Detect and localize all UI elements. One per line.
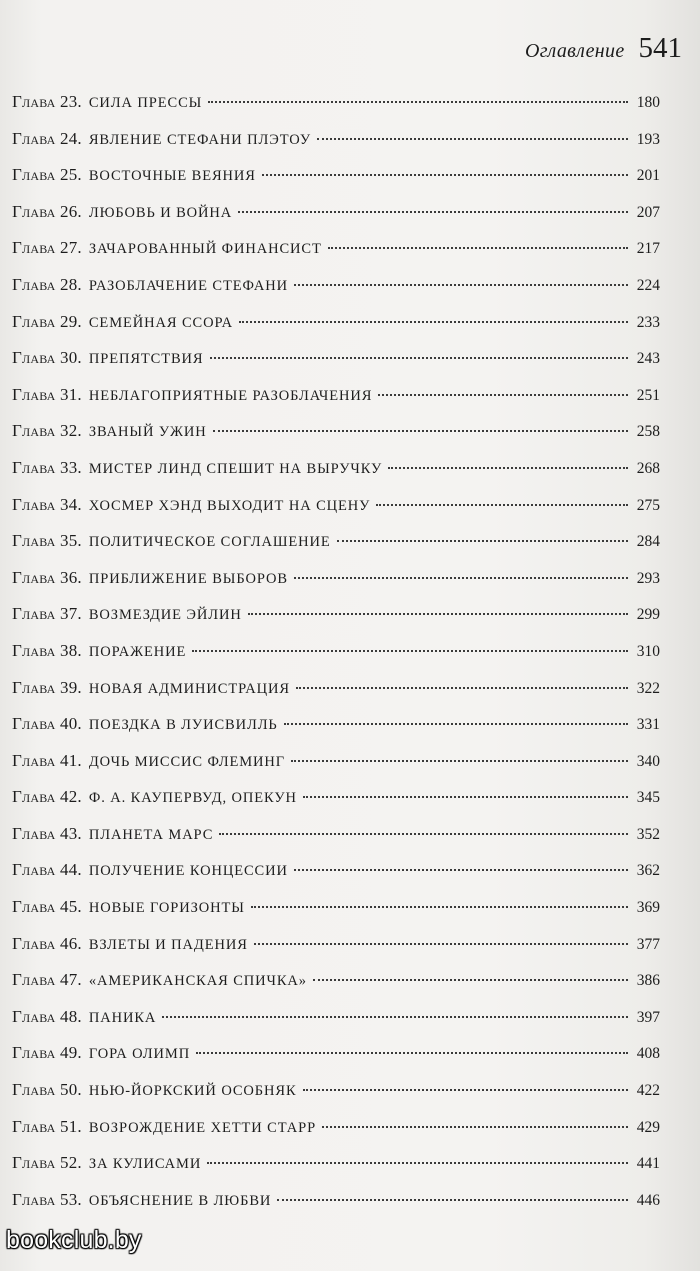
chapter-page-number: 275 — [636, 496, 660, 514]
dot-leader — [313, 978, 628, 981]
chapter-number: Глава 48. — [12, 1006, 82, 1026]
dot-leader — [337, 539, 628, 542]
toc-entry — [12, 1109, 660, 1146]
chapter-title: ВОСТОЧНЫЕ ВЕЯНИЯ — [88, 168, 256, 185]
chapter-number: Глава 36. — [12, 567, 82, 587]
dot-leader — [196, 1051, 628, 1054]
chapter-number: Глава 53. — [12, 1189, 82, 1209]
chapter-page-number: 397 — [636, 1008, 660, 1026]
chapter-number: Глава 26. — [12, 201, 82, 221]
dot-leader — [207, 1161, 628, 1164]
chapter-title: ЗВАНЫЙ УЖИН — [88, 424, 207, 441]
chapter-number: Глава 30. — [12, 348, 82, 368]
page-number: 541 — [638, 32, 682, 64]
chapter-number: Глава 28. — [12, 274, 82, 294]
dot-leader — [322, 1125, 628, 1128]
dot-leader — [262, 173, 628, 176]
chapter-page-number: 345 — [636, 789, 660, 807]
toc-entry — [12, 377, 660, 414]
toc-entry — [12, 1145, 660, 1182]
toc-entry — [12, 340, 660, 377]
chapter-number: Глава 25. — [12, 165, 82, 185]
dot-leader — [291, 759, 628, 762]
chapter-number: Глава 45. — [12, 897, 82, 917]
chapter-title: МИСТЕР ЛИНД СПЕШИТ НА ВЫРУЧКУ — [88, 460, 383, 477]
chapter-number: Глава 38. — [12, 640, 82, 660]
toc-entry — [12, 1035, 660, 1072]
dot-leader — [277, 1198, 628, 1201]
toc-entry — [12, 84, 660, 121]
toc-entry — [12, 157, 660, 194]
chapter-number: Глава 47. — [12, 970, 82, 990]
toc-entry — [12, 743, 660, 780]
chapter-page-number: 362 — [636, 862, 660, 880]
toc-entry — [12, 450, 660, 487]
chapter-title: ПРИБЛИЖЕНИЕ ВЫБОРОВ — [88, 570, 288, 587]
chapter-title: СЕМЕЙНАЯ ССОРА — [88, 314, 233, 331]
toc-entry — [12, 413, 660, 450]
chapter-page-number: 408 — [636, 1045, 660, 1063]
chapter-number: Глава 46. — [12, 933, 82, 953]
chapter-title: ЗАЧАРОВАННЫЙ ФИНАНСИСТ — [88, 241, 322, 258]
chapter-title: РАЗОБЛАЧЕНИЕ СТЕФАНИ — [88, 277, 289, 294]
chapter-page-number: 268 — [636, 459, 660, 477]
chapter-page-number: 369 — [636, 899, 660, 917]
chapter-page-number: 340 — [636, 752, 660, 770]
chapter-title: ПЛАНЕТА МАРС — [88, 826, 214, 843]
toc-entry — [12, 852, 660, 889]
chapter-number: Глава 35. — [12, 531, 82, 551]
chapter-page-number: 293 — [636, 569, 660, 587]
section-title: Оглавление — [524, 40, 625, 62]
chapter-title: ПОРАЖЕНИЕ — [88, 643, 187, 660]
chapter-number: Глава 33. — [12, 457, 82, 477]
chapter-title: НОВЫЕ ГОРИЗОНТЫ — [88, 900, 245, 917]
chapter-number: Глава 51. — [12, 1116, 82, 1136]
toc-entry — [12, 816, 660, 853]
dot-leader — [239, 320, 628, 323]
chapter-title: СИЛА ПРЕССЫ — [88, 95, 203, 111]
toc-entry — [12, 121, 660, 158]
dot-leader — [303, 1088, 628, 1091]
chapter-number: Глава 43. — [12, 823, 82, 843]
dot-leader — [303, 795, 628, 798]
chapter-page-number: 284 — [636, 533, 660, 551]
chapter-page-number: 251 — [636, 386, 660, 404]
chapter-number: Глава 27. — [12, 238, 82, 258]
chapter-title: НОВАЯ АДМИНИСТРАЦИЯ — [88, 680, 290, 697]
toc-entry — [12, 194, 660, 231]
chapter-title: ЛЮБОВЬ И ВОЙНА — [88, 204, 233, 221]
chapter-title: «АМЕРИКАНСКАЯ СПИЧКА» — [88, 973, 307, 990]
chapter-page-number: 193 — [636, 130, 660, 148]
toc-entry — [12, 487, 660, 524]
toc-entry — [12, 670, 660, 707]
chapter-title: ВОЗРОЖДЕНИЕ ХЕТТИ СТАРР — [88, 1119, 317, 1136]
table-of-contents — [12, 84, 660, 1218]
chapter-page-number: 386 — [636, 972, 660, 990]
toc-entry — [12, 1182, 660, 1219]
chapter-number: Глава 52. — [12, 1153, 82, 1173]
chapter-page-number: 377 — [636, 935, 660, 953]
chapter-number: Глава 39. — [12, 677, 82, 697]
chapter-page-number: 422 — [636, 1082, 660, 1100]
dot-leader — [251, 905, 628, 908]
toc-entry — [12, 523, 660, 560]
chapter-number: Глава 40. — [12, 714, 82, 734]
dot-leader — [254, 942, 628, 945]
dot-leader — [294, 868, 628, 871]
dot-leader — [208, 100, 628, 103]
dot-leader — [162, 1015, 628, 1018]
chapter-page-number: 258 — [636, 423, 660, 441]
chapter-title: ОБЪЯСНЕНИЕ В ЛЮБВИ — [88, 1192, 272, 1209]
dot-leader — [328, 246, 628, 249]
dot-leader — [210, 356, 629, 359]
chapter-title: ВЗЛЕТЫ И ПАДЕНИЯ — [88, 936, 248, 953]
chapter-page-number: 331 — [636, 716, 660, 734]
chapter-title: ГОРА ОЛИМП — [88, 1046, 191, 1063]
chapter-title: ВОЗМЕЗДИЕ ЭЙЛИН — [88, 607, 242, 624]
toc-entry — [12, 999, 660, 1036]
dot-leader — [219, 832, 628, 835]
chapter-page-number: 224 — [636, 276, 660, 294]
chapter-page-number: 299 — [636, 606, 660, 624]
toc-entry — [12, 633, 660, 670]
chapter-page-number: 352 — [636, 825, 660, 843]
chapter-number: Глава 32. — [12, 421, 82, 441]
chapter-page-number: 441 — [636, 1155, 660, 1173]
chapter-number: Глава 49. — [12, 1043, 82, 1063]
chapter-page-number: 243 — [636, 350, 660, 368]
toc-entry — [12, 596, 660, 633]
toc-entry — [12, 230, 660, 267]
toc-entry — [12, 560, 660, 597]
chapter-page-number: 322 — [636, 679, 660, 697]
chapter-number: Глава 37. — [12, 604, 82, 624]
chapter-number: Глава 41. — [12, 750, 82, 770]
chapter-number: Глава 42. — [12, 787, 82, 807]
chapter-number: Глава 23. — [12, 92, 82, 111]
chapter-number: Глава 24. — [12, 128, 82, 148]
toc-entry — [12, 267, 660, 304]
chapter-number: Глава 50. — [12, 1080, 82, 1100]
chapter-page-number: 217 — [636, 240, 660, 258]
watermark: bookclub.by — [6, 1226, 142, 1254]
chapter-title: ЗА КУЛИСАМИ — [88, 1156, 202, 1173]
chapter-title: Ф. А. КАУПЕРВУД, ОПЕКУН — [88, 790, 297, 807]
dot-leader — [248, 612, 628, 615]
chapter-number: Глава 34. — [12, 494, 82, 514]
chapter-page-number: 180 — [636, 94, 660, 111]
chapter-title: НЬЮ-ЙОРКСКИЙ ОСОБНЯК — [88, 1083, 297, 1100]
chapter-number: Глава 31. — [12, 384, 82, 404]
chapter-title: ПОЛУЧЕНИЕ КОНЦЕССИИ — [88, 863, 288, 880]
chapter-title: ЯВЛЕНИЕ СТЕФАНИ ПЛЭТОУ — [88, 131, 312, 148]
chapter-number: Глава 44. — [12, 860, 82, 880]
toc-entry — [12, 1072, 660, 1109]
chapter-title: ПОЛИТИЧЕСКОЕ СОГЛАШЕНИЕ — [88, 534, 331, 551]
toc-entry — [12, 779, 660, 816]
chapter-page-number: 310 — [636, 642, 660, 660]
chapter-title: НЕБЛАГОПРИЯТНЫЕ РАЗОБЛАЧЕНИЯ — [88, 387, 373, 404]
toc-entry — [12, 304, 660, 341]
toc-entry — [12, 926, 660, 963]
dot-leader — [284, 722, 628, 725]
toc-entry — [12, 962, 660, 999]
chapter-page-number: 429 — [636, 1118, 660, 1136]
chapter-title: ПАНИКА — [88, 1009, 157, 1026]
chapter-title: ДОЧЬ МИССИС ФЛЕМИНГ — [88, 753, 286, 770]
chapter-page-number: 446 — [636, 1191, 660, 1209]
dot-leader — [294, 283, 628, 286]
chapter-page-number: 201 — [636, 167, 660, 185]
toc-entry — [12, 889, 660, 926]
dot-leader — [388, 466, 628, 469]
dot-leader — [238, 210, 628, 213]
chapter-title: ХОСМЕР ХЭНД ВЫХОДИТ НА СЦЕНУ — [88, 497, 371, 514]
running-header — [525, 32, 682, 65]
dot-leader — [294, 576, 628, 579]
chapter-number: Глава 29. — [12, 311, 82, 331]
dot-leader — [376, 503, 628, 506]
chapter-page-number: 207 — [636, 203, 660, 221]
dot-leader — [296, 686, 628, 689]
dot-leader — [192, 649, 628, 652]
dot-leader — [317, 137, 628, 140]
chapter-title: ПРЕПЯТСТВИЯ — [88, 351, 204, 368]
dot-leader — [378, 393, 628, 396]
dot-leader — [213, 429, 628, 432]
chapter-page-number: 233 — [636, 313, 660, 331]
chapter-title: ПОЕЗДКА В ЛУИСВИЛЛЬ — [88, 717, 278, 734]
toc-entry — [12, 706, 660, 743]
